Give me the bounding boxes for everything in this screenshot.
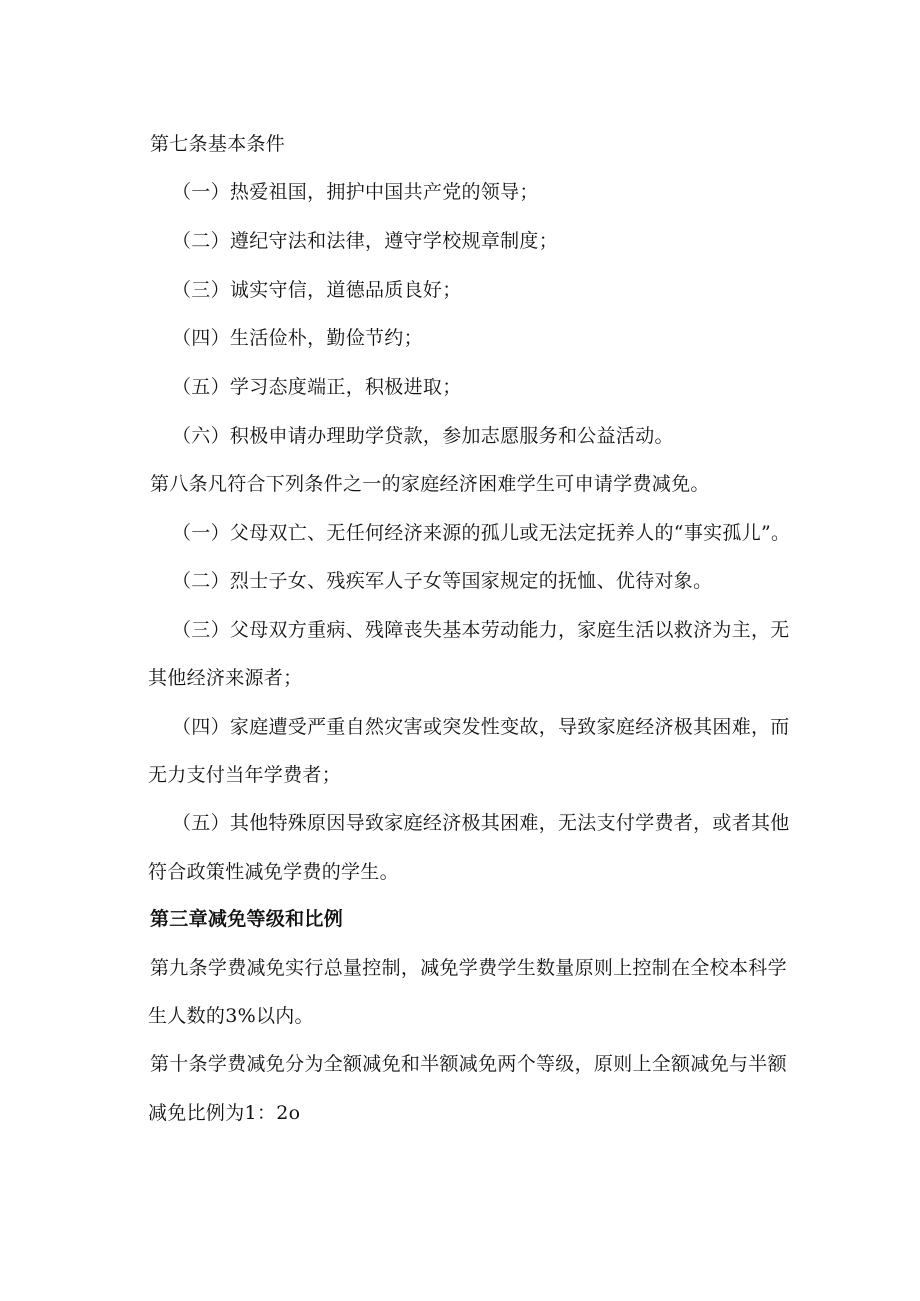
article-8-item-2: （二）烈士子女、残疾军人子女等国家规定的抚恤、优待对象。 [172,570,713,592]
article-7-item-3: （三）诚实守信，道德品质良好； [172,279,462,301]
article-7-item-6: （六）积极申请办理助学贷款，参加志愿服务和公益活动。 [172,425,674,447]
article-8-title: 第八条凡符合下列条件之一的家庭经济困难学生可申请学费减免。 [150,473,710,495]
article-10-line-2: 减免比例为1：2o [148,1102,301,1124]
article-7-item-4: （四）生活俭朴，勤俭节约； [172,327,423,349]
article-8-item-5-line-2: 符合政策性减免学费的学生。 [148,861,399,883]
article-10-line-1: 第十条学费减免分为全额减免和半额减免两个等级，原则上全额减免与半额 [150,1053,787,1075]
article-8-item-3-line-1: （三）父母双方重病、残障丧失基本劳动能力，家庭生活以救济为主，无 [172,619,790,641]
article-8-item-5-line-1: （五）其他特殊原因导致家庭经济极其困难，无法支付学费者，或者其他 [172,812,790,834]
article-7-title: 第七条基本条件 [150,133,286,155]
chapter-3-heading: 第三章减免等级和比例 [150,908,344,930]
article-7-item-5: （五）学习态度端正，积极进取； [172,376,462,398]
article-7-item-1: （一）热爱祖国，拥护中国共产党的领导； [172,181,539,203]
article-9-line-1: 第九条学费减免实行总量控制，减免学费学生数量原则上控制在全校本科学 [150,957,787,979]
article-8-item-3-line-2: 其他经济来源者； [148,667,303,689]
article-9-line-2: 生人数的3%以内。 [148,1005,314,1027]
article-8-item-1: （一）父母双亡、无任何经济来源的孤儿或无法定抚养人的“事实孤儿”。 [172,522,791,544]
article-7-item-2: （二）遵纪守法和法律，遵守学校规章制度； [172,230,559,252]
article-8-item-4-line-1: （四）家庭遭受严重自然灾害或突发性变故，导致家庭经济极其困难，而 [172,716,790,738]
article-8-item-4-line-2: 无力支付当年学费者； [148,764,342,786]
